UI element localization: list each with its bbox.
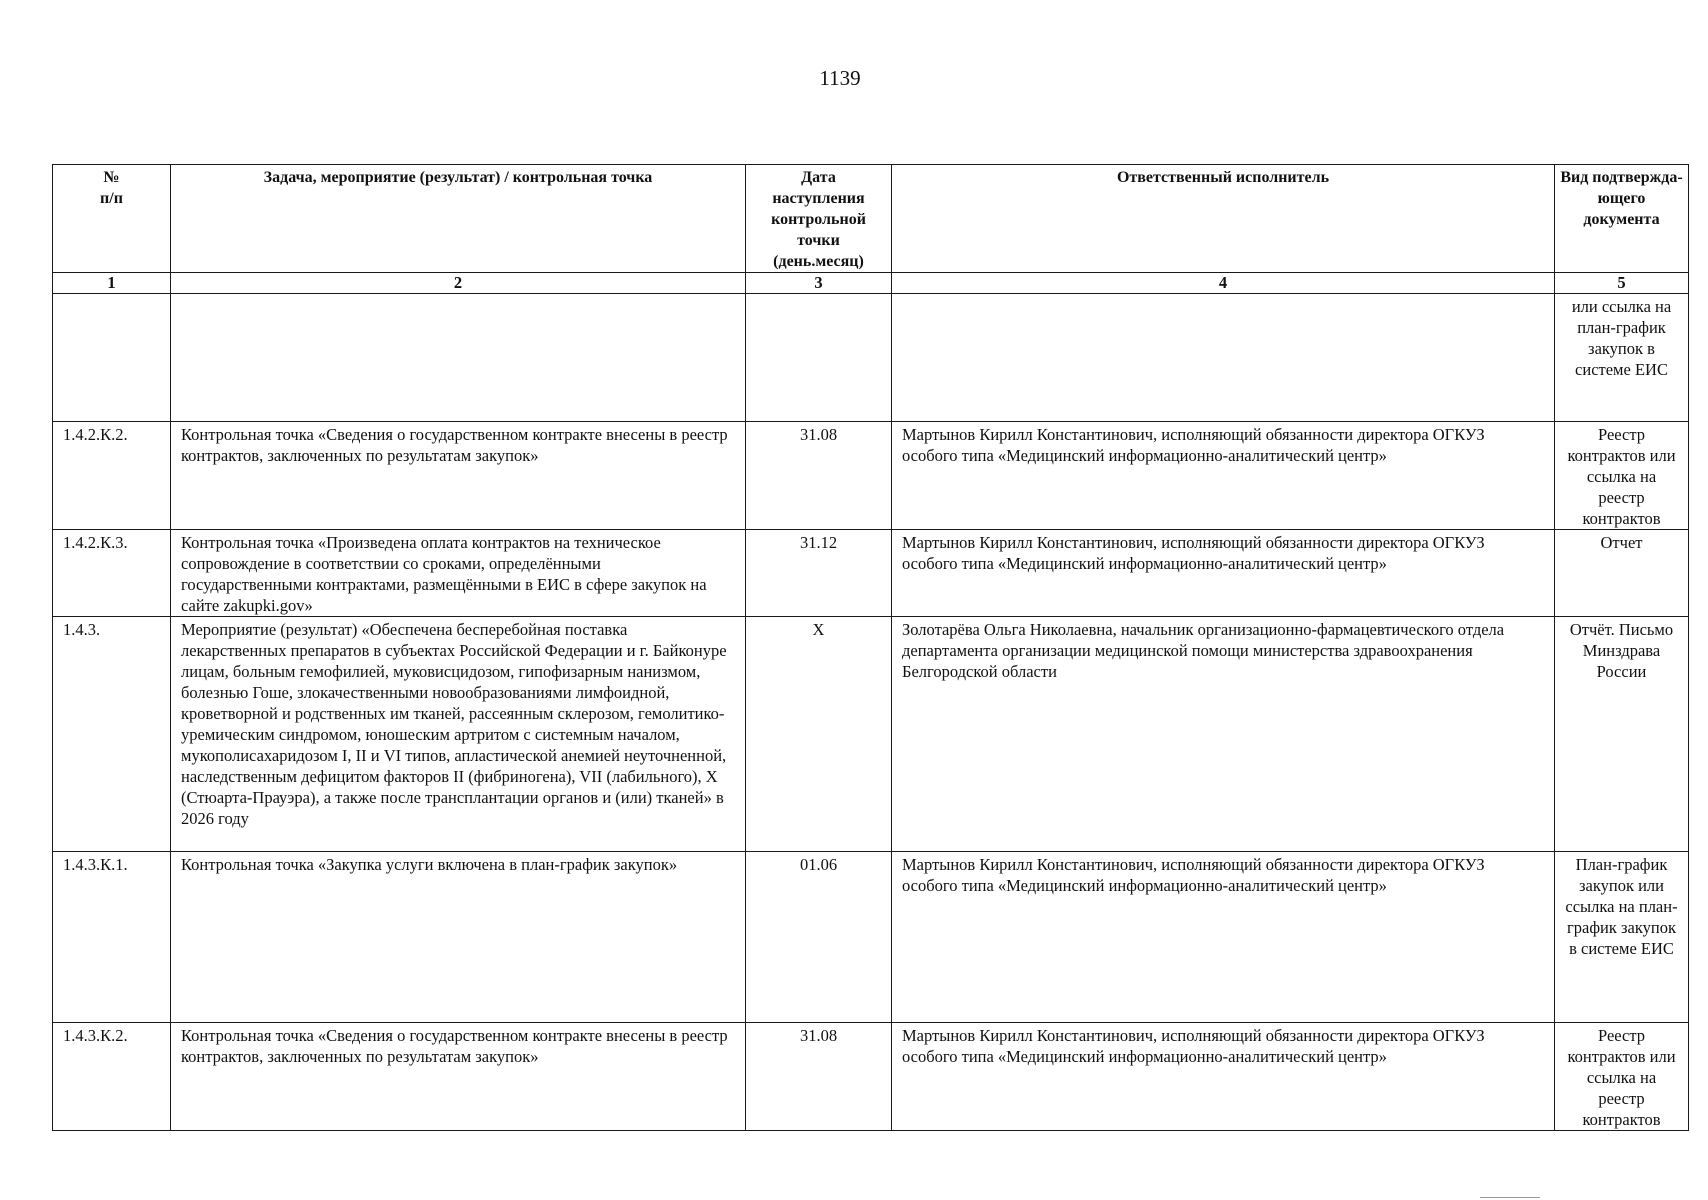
table-row [53, 1023, 1689, 1131]
header-date: Дата наступления контрольной точки (день.месяц) [746, 165, 892, 273]
row-task: Контрольная точка «Закупка услуги включена в план-график закупок» [171, 852, 746, 1023]
table-row [53, 422, 1689, 530]
column-number: 2 [171, 273, 746, 294]
row-num: 1.4.3.К.1. [53, 852, 171, 1023]
row-responsible: Мартынов Кирилл Константинович, исполняющий обязанности директора ОГКУЗ особого типа «Медицинский информационно-аналитический центр» [892, 852, 1555, 1023]
row-doc-type: План-график закупок или ссылка на план-график закупок в системе ЕИС [1555, 852, 1689, 1023]
column-numbers-row [53, 273, 1689, 294]
row-num: 1.4.3.К.2. [53, 1023, 171, 1131]
row-date: X [746, 617, 892, 852]
row-responsible: Мартынов Кирилл Константинович, исполняющий обязанности директора ОГКУЗ особого типа «Медицинский информационно-аналитический центр» [892, 422, 1555, 530]
row-doc-type: Отчет [1555, 530, 1689, 617]
row-date: 31.08 [746, 422, 892, 530]
control-points-table [52, 164, 1689, 1131]
column-number: 4 [892, 273, 1555, 294]
row-doc-type: или ссылка на план-график закупок в системе ЕИС [1555, 294, 1689, 422]
column-number: 5 [1555, 273, 1689, 294]
row-doc-type: Отчёт. Письмо Минздрава России [1555, 617, 1689, 852]
row-task: Контрольная точка «Сведения о государственном контракте внесены в реестр контрактов, заключенных по результатам закупок» [171, 422, 746, 530]
row-num: 1.4.2.К.2. [53, 422, 171, 530]
row-responsible: Золотарёва Ольга Николаевна, начальник организационно-фармацевтического отдела департамента организации медицинской помощи министерства здравоохранения Белгородской области [892, 617, 1555, 852]
row-task: Контрольная точка «Сведения о государственном контракте внесены в реестр контрактов, заключенных по результатам закупок» [171, 1023, 746, 1131]
row-responsible: Мартынов Кирилл Константинович, исполняющий обязанности директора ОГКУЗ особого типа «Медицинский информационно-аналитический центр» [892, 530, 1555, 617]
row-date: 01.06 [746, 852, 892, 1023]
table-header-row [53, 165, 1689, 273]
table-row [53, 530, 1689, 617]
row-responsible [892, 294, 1555, 422]
row-doc-type: Реестр контрактов или ссылка на реестр контрактов [1555, 1023, 1689, 1131]
table-row [53, 617, 1689, 852]
header-task: Задача, мероприятие (результат) / контрольная точка [171, 165, 746, 273]
row-num: 1.4.2.К.3. [53, 530, 171, 617]
table-row [53, 294, 1689, 422]
row-task: Контрольная точка «Произведена оплата контрактов на техническое сопровождение в соответствии со сроками, определёнными государственными контрактами, размещёнными в ЕИС в сфере закупок на сайте zakupki.gov» [171, 530, 746, 617]
row-date: 31.08 [746, 1023, 892, 1131]
row-task: Мероприятие (результат) «Обеспечена бесперебойная поставка лекарственных препаратов в субъектах Российской Федерации и г. Байконуре лицам, больным гемофилией, муковисцидозом, гипофизарным нанизмом, болезнью Гоше, злокачественными новообразованиями лимфоидной, кроветворной и родственных им тканей, рассеянным склерозом, гемолитико-уремическим синдромом, юношеским артритом с системным началом, мукополисахаридозом I, II и VI типов, апластической анемией неуточненной, наследственным дефицитом факторов II (фибриногена), VII (лабильного), X (Стюарта-Прауэра), а также после трансплантации органов и (или) тканей» в 2026 году [171, 617, 746, 852]
column-number: 1 [53, 273, 171, 294]
row-num [53, 294, 171, 422]
header-num: № п/п [53, 165, 171, 273]
row-responsible: Мартынов Кирилл Константинович, исполняющий обязанности директора ОГКУЗ особого типа «Медицинский информационно-аналитический центр» [892, 1023, 1555, 1131]
row-date: 31.12 [746, 530, 892, 617]
row-date [746, 294, 892, 422]
scan-artifact-line [1480, 1197, 1540, 1198]
column-number: 3 [746, 273, 892, 294]
header-responsible: Ответственный исполнитель [892, 165, 1555, 273]
row-num: 1.4.3. [53, 617, 171, 852]
row-doc-type: Реестр контрактов или ссылка на реестр контрактов [1555, 422, 1689, 530]
page-number: 1139 [819, 66, 861, 90]
header-doc-type: Вид подтвержда-ющего документа [1555, 165, 1689, 273]
table-row [53, 852, 1689, 1023]
row-task [171, 294, 746, 422]
